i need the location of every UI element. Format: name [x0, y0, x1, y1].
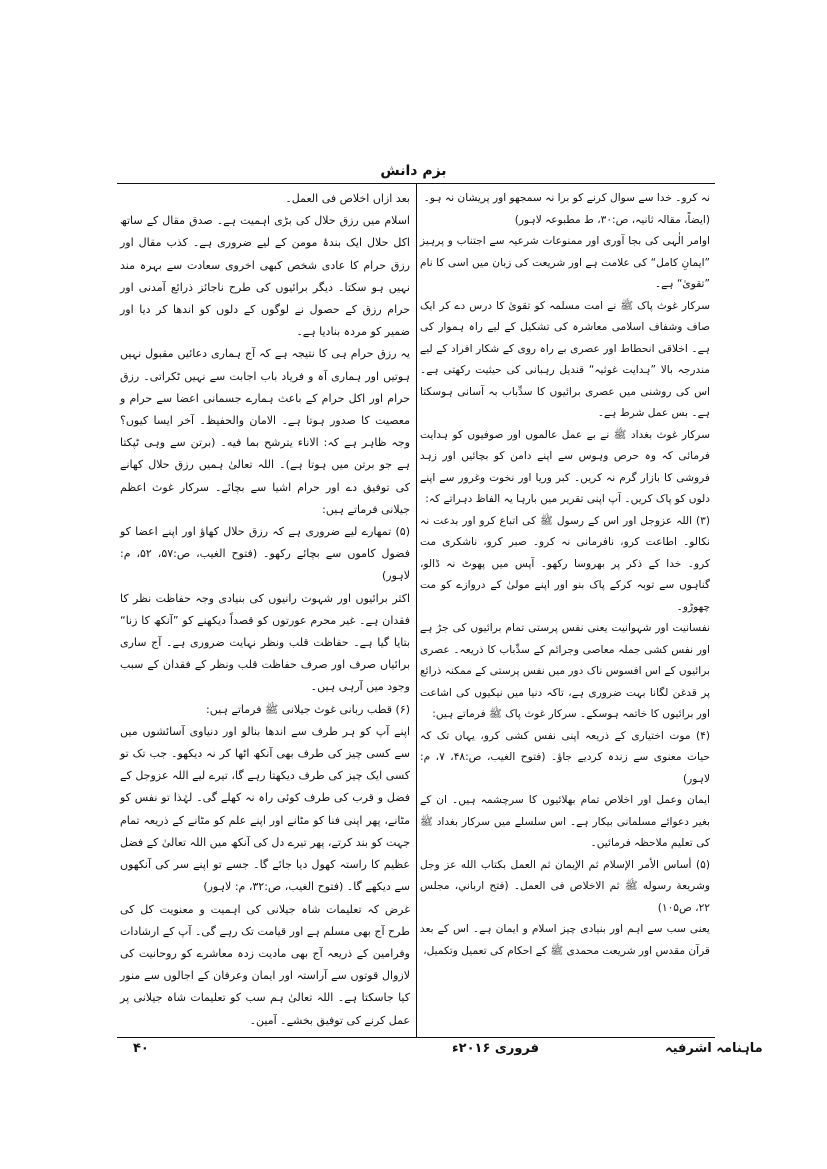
- paragraph: (۵) تمھارے لیے ضروری ہے کہ رزق حلال کھاؤ اور اپنے اعضا کو فضول کاموں سے بچائے رکھو۔ (فتوح الغیب، ص:۵۷، ۵۲، م: لاہور): [120, 525, 410, 583]
- paragraph: اپنے آپ کو ہر طرف سے اندھا بنالو اور دنیاوی آسائشوں میں سے کسی چیز کی طرف بھی آنکھ اٹھا کر نہ دیکھو۔ جب تک تو کسی ایک چیز کی طرف دیکھتا رہے گا، تیرے لیے اللہ عزوجل کے فضل و قرب کی طرف کوئی راہ نہ کھلے گی۔ لہٰذا تو نفس کو مٹانے، پھر اپنی فنا کو مٹانے اور اپنے علم کو مٹانے کے ذریعہ تمام جہت کو بند کرتے، پھر تیرے دل کی آنکھ میں اللہ تعالیٰ کے فضل عظیم کا راستہ کھول دیا جائے گا۔ جسے تو اپنے سر کی آنکھوں سے دیکھے گا۔ (فتوح الغیب، ص:۳۲، م: لاہور): [120, 724, 410, 894]
- paragraph: اوامر الٰہی کی بجا آوری اور ممنوعات شرعیہ سے اجتناب و پرہیز ”ایمانِ کامل“ کی علامت ہے اور شریعت کی زبان میں اسی کا نام ”تقویٰ“ ہے۔: [420, 235, 710, 290]
- paragraph: (۳) اللہ عزوجل اور اس کے رسول ﷺ کی اتباع کرو اور بدعت نہ نکالو۔ اطاعت کرو، نافرمانی نہ کرو۔ صبر کرو، ناشکری مت کرو۔ خدا کے ذکر پر بھروسا رکھو۔ آپس میں پھوٹ نہ ڈالو، گناہوں سے توبہ کرکے پاک بنو اور اپنے مولیٰ کے دروازے کو مت چھوڑو۔: [420, 514, 710, 613]
- paragraph: یہ رزق حرام ہی کا نتیجہ ہے کہ آج ہماری دعائیں مقبول نہیں ہوتیں اور ہماری آہ و فریاد باب اجابت سے نہیں ٹکراتی۔ رزق حرام اور اکل حرام کے باعث ہمارے جسمانی اعضا سے حرام و معصیت کا صدور ہوتا ہے۔ الامان والحفیظ۔ آخر ایسا کیوں؟ وجہ ظاہر ہے کہ: الاناء يترشح بما فيه۔ (برتن سے وہی ٹپکتا ہے جو برتن میں ہوتا ہے)۔ اللہ تعالیٰ ہمیں رزق حلال کھانے کی توفیق دے اور حرام اشیا سے بچائے۔ سرکار غوث اعظم جیلانی فرماتے ہیں:: [120, 347, 410, 516]
- paragraph: سرکار غوث پاک ﷺ نے امت مسلمہ کو تقویٰ کا درس دے کر ایک صاف وشفاف اسلامی معاشرہ کی تشکیل کے لیے راہ ہموار کی ہے۔ اخلاقی انحطاط اور عصری بے راہ روی کے شکار افراد کے لیے مندرجہ بالا ”ہدایت غوثیہ“ قندیل رہبانی کی حیثیت رکھتی ہے۔ اس کی روشنی میں عصری برائیوں کا سدِّباب بہ آسانی ہوسکتا ہے۔ بس عمل شرط ہے۔: [420, 299, 710, 419]
- right-column: [420, 188, 710, 962]
- paragraph: اکثر برائیوں اور شہوت رانیوں کی بنیادی وجہ حفاظت نظر کا فقدان ہے۔ غیر محرم عورتوں کو قصداً دیکھنے کو ”آنکھ کا زنا“ بتایا گیا ہے۔ حفاظت قلب ونظر نہایت ضروری ہے۔ آج ساری برائیاں صرف اور صرف حفاظت قلب ونظر کے فقدان کے سبب وجود میں آرہی ہیں۔: [120, 591, 410, 694]
- paragraph: غرض کہ تعلیمات شاہ جیلانی کی اہمیت و معنویت کل کی طرح آج بھی مسلم ہے اور قیامت تک رہے گی۔ آپ کے ارشادات وفرامین کے ذریعہ آج بھی مادیت زدہ معاشرے کو روحانیت کی لازوال قوتوں سے آراستہ اور ایمان وعرفان کے اجالوں سے منور کیا جاسکتا ہے۔ اللہ تعالیٰ ہم سب کو تعلیمات شاہ جیلانی پر عمل کرنے کی توفیق بخشے۔ آمین۔: [120, 902, 410, 1027]
- citation: (ایضاً، مقالہ ثانیہ، ص:۳۰، ط مطبوعہ لاہور): [514, 213, 710, 226]
- paragraph: ایمان وعمل اور اخلاص تمام بھلائیوں کا سرچشمہ ہیں۔ ان کے بغیر دعوائے مسلمانی بیکار ہے۔ اس سلسلے میں سرکار بغداد ﷺ کی تعلیم ملاحظہ فرمائیں۔: [420, 794, 710, 849]
- column-divider: [416, 183, 417, 1037]
- arabic-quote: (۵) أساس الأمر الإسلام ثم الإيمان ثم العمل بكتاب الله عز وجل وشريعة رسوله ﷺ ثم الاخلاص فى العمل۔ (فتح ارباني، مجلس ۲۲، ص۱۰۵): [420, 858, 710, 914]
- paragraph: (۴) موت اختیاری کے ذریعہ اپنی نفس کشی کرو، یہاں تک کہ حیات معنوی سے زندہ کردیے جاؤ۔ (فتوح الغیب، ص:۴۸، ۷، م: لاہور): [420, 729, 710, 785]
- paragraph: یعنی سب سے اہم اور بنیادی چیز اسلام و ایمان ہے۔ اس کے بعد قرآن مقدس اور شریعت محمدی ﷺ کے احکام کی تعمیل وتکمیل،: [420, 923, 710, 957]
- left-column: [120, 188, 410, 1032]
- paragraph: نفسانیت اور شہوانیت یعنی نفس پرستی تمام برائیوں کی جڑ ہے اور نفس کشی جملہ معاصی وجرائم کے سدِّباب کا ذریعہ۔ عصری برائیوں کے اس افسوس ناک دور میں نفس پرستی کے ممکنہ ذرائع پر قدغن لگانا بہت ضروری ہے، تاکہ دنیا میں نیکیوں کی اشاعت اور برائیوں کا خاتمہ ہوسکے۔ سرکار غوث پاک ﷺ فرماتے ہیں:: [420, 622, 710, 720]
- page-number: ۴۰: [133, 1041, 149, 1056]
- section-title: بزم دانش: [380, 163, 447, 179]
- issue-date: فروری ۲۰۱۶ء: [452, 1041, 540, 1056]
- paragraph: بعد ازاں اخلاص فی العمل۔: [285, 192, 410, 205]
- paragraph: سرکار غوث بغداد ﷺ نے بے عمل عالموں اور صوفیوں کو ہدایت فرمائی کہ وہ حرص وہوس سے اپنے دامن کو بچائیں اور زہد فروشی کا بازار گرم نہ کریں۔ کبر وریا اور نخوت وغرور سے اپنے دلوں کو پاک کریں۔ آپ اپنی تقریر میں بارہا یہ الفاظ دہراتے کہ:: [420, 428, 710, 505]
- paragraph: نہ کرو۔ خدا سے سوال کرنے کو برا نہ سمجھو اور پریشان نہ ہو۔: [423, 192, 710, 204]
- footer-rule: [117, 1037, 715, 1038]
- paragraph: اسلام میں رزق حلال کی بڑی اہمیت ہے۔ صدق مقال کے ساتھ اکل حلال ایک بندۂ مومن کے لیے ضروری ہے۔ کذب مقال اور رزق حرام کا عادی شخص کبھی اخروی سعادت سے بہرہ مند نہیں ہو سکتا۔ دیگر برائیوں کی طرح ناجائز ذرائع آمدنی اور حرام رزق کے حصول نے لوگوں کے دلوں کو اندھا کر دیا اور ضمیر کو مردہ بنادیا ہے۔: [120, 214, 410, 339]
- magazine-name: ماہنامہ اشرفیہ: [665, 1041, 763, 1056]
- paragraph: (۶) قطب ربانی غوث جیلانی ﷺ فرماتے ہیں:: [206, 702, 410, 716]
